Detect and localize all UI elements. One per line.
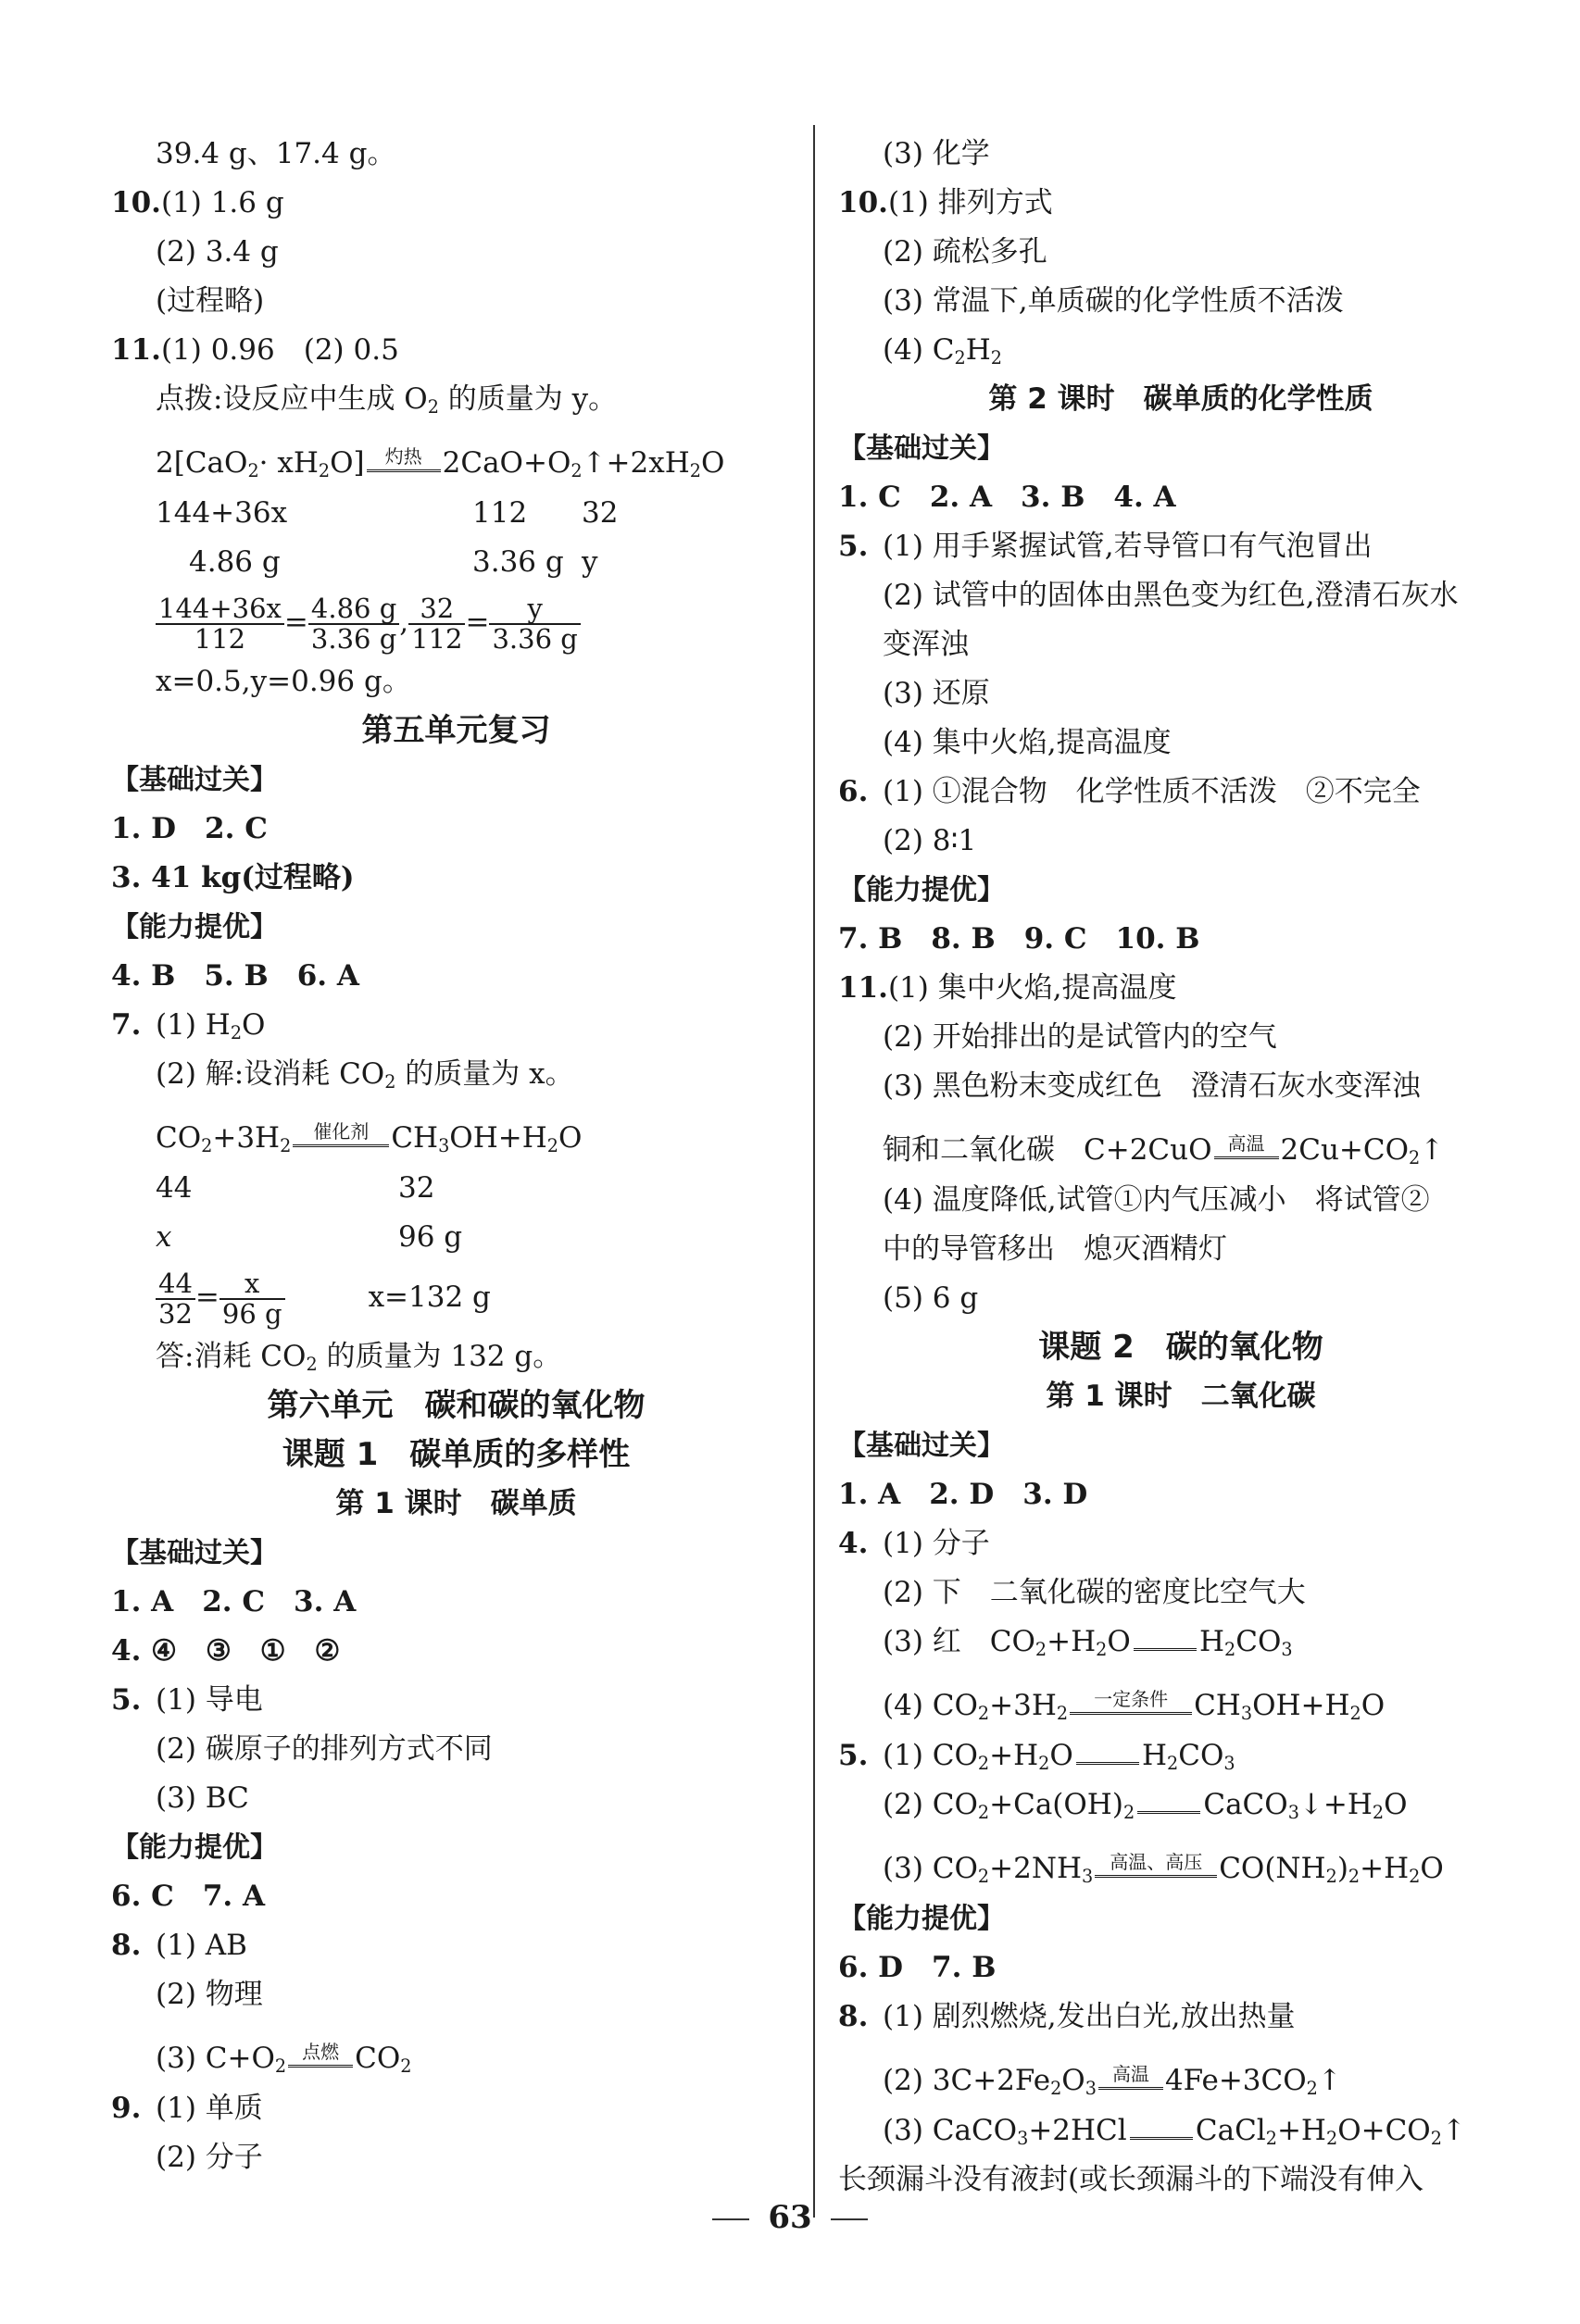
section-label: 【基础过关】	[111, 764, 278, 796]
chemical-equation: (2) $3C+2Fe_2O_3$ 高温 $4Fe+3CO_2↑$	[883, 2063, 1342, 2099]
section-label: 【能力提优】	[111, 1831, 278, 1864]
topic-title: 课题 2 碳的氧化物	[1038, 1329, 1323, 1366]
section-label: 【基础过关】	[838, 1430, 1005, 1462]
proportion: $\frac{44}{32}$ = $\frac{x}{96 g}$ x=132 g	[111, 1262, 801, 1332]
question-number: 11.	[111, 333, 161, 367]
lesson-title: 第 1 课时 二氧化碳	[1046, 1380, 1316, 1413]
proportion: $\frac{144+36x}{112}$ = $\frac{4.86 g}{3.36 g}$ , $\frac{32}{112}$ = $\frac{y}{3.36 g}$	[111, 587, 801, 657]
chemical-equation: (3) 红 $CO_2+H_2O$ $H_2CO_3$	[883, 1625, 1293, 1660]
unit-title: 第六单元 碳和碳的氧化物	[267, 1387, 646, 1424]
section-label: 【基础过关】	[111, 1537, 278, 1569]
column-divider	[813, 125, 815, 2218]
chemical-equation: (4) $CO_2+3H_2$ 一定条件 $CH_3OH+H_2O$	[883, 1688, 1386, 1724]
section-label: 【能力提优】	[838, 1903, 1005, 1935]
lesson-title: 第 1 课时 碳单质	[335, 1487, 577, 1520]
chemical-equation: (3) CaCO$_3$+2HCl $CaCl_2+H_2O+CO_2↑$	[883, 2114, 1466, 2149]
chemical-equation: $CO_2+3H_2$ 催化剂 $CH_3OH+H_2O$	[156, 1120, 583, 1156]
section-title: 第五单元复习	[361, 712, 551, 749]
left-column: 39.4 g、17.4 g。 10.(1) 1.6 g (2) 3.4 g (过程略) 11.(1) 0.96 (2) 0.5 点拨:设反应中生成 $O_2$ 的质量为 y。 $2[CaO_2\cdot xH_2O]$ 灼热 $2CaO+O_2↑+2xH_2O$ 144+36x 112 32 4.86 g 3.36 g y $\frac{144+36x}{112}$ = $\frac{4.86 g}{3.36 g}$ , $\frac{32}{112}$ = $\frac{y}{3.36 g}$ x=0.5,y=0.96 g。 第五单元复习 【基础过关】 1. D 2. C 3. 41 kg(过程略) 【能力提优】 4. B 5. B 6. A 7. (1) $H_2O$ (2) 解:设消耗 $CO_2$ 的质量为 x。 $CO_2+3H_2$ 催化剂 $CH_3OH+H_2O$ 44 32 x 96 g $\frac{44}{32}$ = $\frac{x}{96 g}$ x=132 g 答:消耗 $CO_2$ 的质量为 132 g。 第六单元 碳和碳的氧化物 课题 1 碳单质的多样性 第 1 课时 碳单质 【基础过关】 1. A 2. C 3. A 4. ④ ③ ① ② 5. (1) 导电 (2) 碳原子的排列方式不同 (3) BC 【能力提优】 6. C 7. A 8. (1) AB (2) 物理 (3) $C+O_2$ 点燃 $CO_2$ 9. (1) 单质 (2) 分子	[111, 130, 801, 2182]
section-label: 【基础过关】	[838, 432, 1005, 465]
section-label: 【能力提优】	[838, 874, 1005, 906]
right-column: (3) 化学 10.(1) 排列方式 (2) 疏松多孔 (3) 常温下,单质碳的化学性质不活泼 (4) $C_2H_2$ 第 2 课时 碳单质的化学性质 【基础过关】 1. C 2. A 3. B 4. A 5. (1) 用手紧握试管,若导管口有气泡冒出 (2) 试管中的固体由黑色变为红色,澄清石灰水 变浑浊 (3) 还原 (4) 集中火焰,提高温度 6. (1) ①混合物 化学性质不活泼 ②不完全 (2) 8∶1 【能力提优】 7. B 8. B 9. C 10. B 11.(1) 集中火焰,提高温度 (2) 开始排出的是试管内的空气 (3) 黑色粉末变成红色 澄清石灰水变浑浊 铜和二氧化碳 C+2CuO 高温 $2Cu+CO_2↑$ (4) 温度降低,试管①内气压减小 将试管② 中的导管移出 熄灭酒精灯 (5) 6 g 课题 2 碳的氧化物 第 1 课时 二氧化碳 【基础过关】 1. A 2. D 3. D 4. (1) 分子 (2) 下 二氧化碳的密度比空气大 (3) 红 $CO_2+H_2O$ $H_2CO_3$ (4) $CO_2+3H_2$ 一定条件 $CH_3OH+H_2O$ 5. (1) $CO_2+H_2O$ $H_2CO_3$ (2) $CO_2+Ca(OH)_2$ $CaCO_3↓+H_2O$ (3) $CO_2+2NH_3$ 高温、高压 $CO(NH_2)_2+H_2O$ 【能力提优】 6. D 7. B 8. (1) 剧烈燃烧,发出白光,放出热量 (2) $3C+2Fe_2O_3$ 高温 $4Fe+3CO_2↑$ (3) CaCO$_3$+2HCl $CaCl_2+H_2O+CO_2↑$ 长颈漏斗没有液封(或长颈漏斗的下端没有伸入	[838, 130, 1524, 2205]
topic-title: 课题 1 碳单质的多样性	[282, 1436, 631, 1473]
chemical-equation: (3) $CO_2+2NH_3$ 高温、高压 $CO(NH_2)_2+H_2O$	[883, 1851, 1444, 1887]
answer-line: 39.4 g、17.4 g。	[156, 137, 396, 170]
chemical-equation: (3) $C+O_2$ 点燃 $CO_2$	[156, 2041, 412, 2077]
section-label: 【能力提优】	[111, 911, 278, 943]
lesson-title: 第 2 课时 碳单质的化学性质	[988, 382, 1373, 416]
chemical-equation: $2[CaO_2\cdot xH_2O]$ 灼热 $2CaO+O_2↑+2xH_2O$	[156, 445, 725, 481]
page-number: 63	[0, 2199, 1580, 2236]
chemical-equation: 铜和二氧化碳 C+2CuO 高温 $2Cu+CO_2↑$	[883, 1132, 1445, 1168]
chemical-equation: (2) $CO_2+Ca(OH)_2$ $CaCO_3↓+H_2O$	[883, 1788, 1408, 1823]
question-number: 10.	[111, 186, 161, 219]
